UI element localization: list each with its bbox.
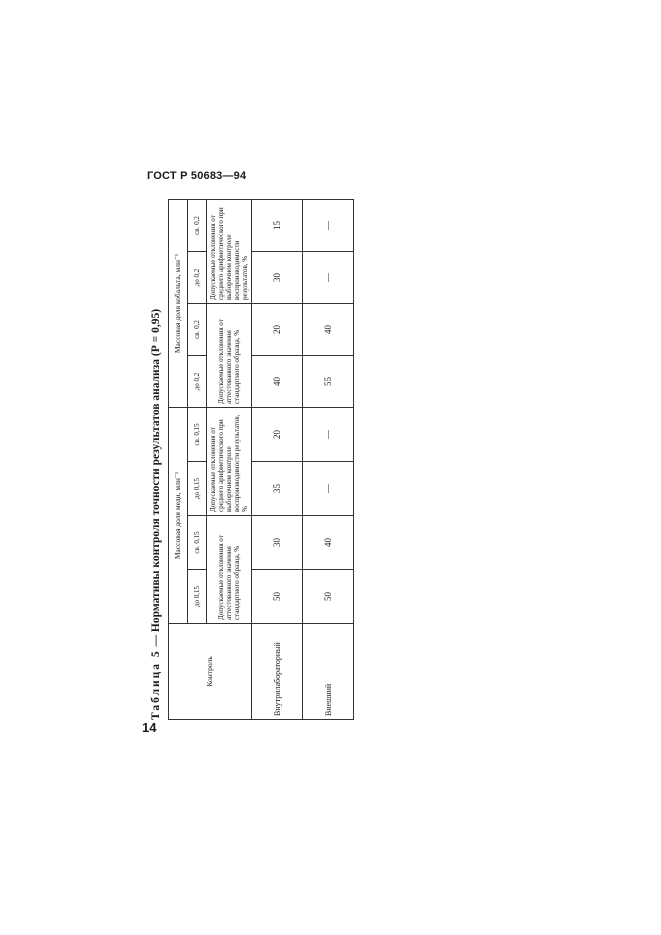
table-cell: 55 — [303, 356, 354, 408]
range-header: до 0,2 — [188, 252, 207, 304]
header-note: Допускаемые отклонения от аттестованного значения стандартного образца, % — [207, 304, 252, 408]
table-cell: — — [303, 199, 354, 251]
table-cell: 50 — [303, 570, 354, 624]
range-header: до 0,2 — [188, 356, 207, 408]
table-cell: — — [303, 408, 354, 462]
table-cell: 40 — [303, 304, 354, 356]
table-cell: 30 — [252, 252, 303, 304]
header-control: Контроль — [169, 624, 252, 720]
row-label: Внешний — [303, 624, 354, 720]
caption-text: — Нормативы контроля точности результатов анализа — [150, 358, 162, 647]
table-cell: 40 — [252, 356, 303, 408]
table-cell: 50 — [252, 570, 303, 624]
page-number: 14 — [142, 720, 157, 735]
document-header: ГОСТ Р 50683—94 — [147, 170, 247, 182]
caption-label: Таблица 5 — [150, 649, 162, 720]
header-copper-group: Массовая доля меди, млн⁻¹ — [169, 408, 188, 624]
range-header: св. 0,2 — [188, 199, 207, 251]
range-header: св. 0,15 — [188, 516, 207, 570]
accuracy-norms-table — [168, 199, 354, 720]
table-cell: 20 — [252, 408, 303, 462]
range-header: до 0,15 — [188, 570, 207, 624]
row-label: Внутрилабораторный — [252, 624, 303, 720]
table-cell: 20 — [252, 304, 303, 356]
table-row — [252, 199, 303, 719]
table-cell: 15 — [252, 199, 303, 251]
range-header: до 0,15 — [188, 462, 207, 516]
caption-condition: (Р = 0,95) — [150, 308, 162, 357]
table-cell: 30 — [252, 516, 303, 570]
table-cell: — — [303, 462, 354, 516]
table-cell: 40 — [303, 516, 354, 570]
header-note: Допускаемые отклонения от среднего арифметического при выборочном контроле воспроизводимости результатов, % — [207, 408, 252, 516]
table-row — [303, 199, 354, 719]
table-cell: — — [303, 252, 354, 304]
range-header: св. 0,15 — [188, 408, 207, 462]
table-caption — [146, 309, 166, 720]
table-cell: 35 — [252, 462, 303, 516]
range-header: св. 0,2 — [188, 304, 207, 356]
header-note: Допускаемые отклонения от среднего арифметического при выборочном контроле воспроизводимости результатов, % — [207, 199, 252, 303]
header-note: Допускаемые отклонения от аттестованного значения стандартного образца, % — [207, 516, 252, 624]
header-cobalt-group: Массовая доля кобальта, млн⁻¹ — [169, 199, 188, 407]
rotated-table-block — [146, 200, 356, 720]
